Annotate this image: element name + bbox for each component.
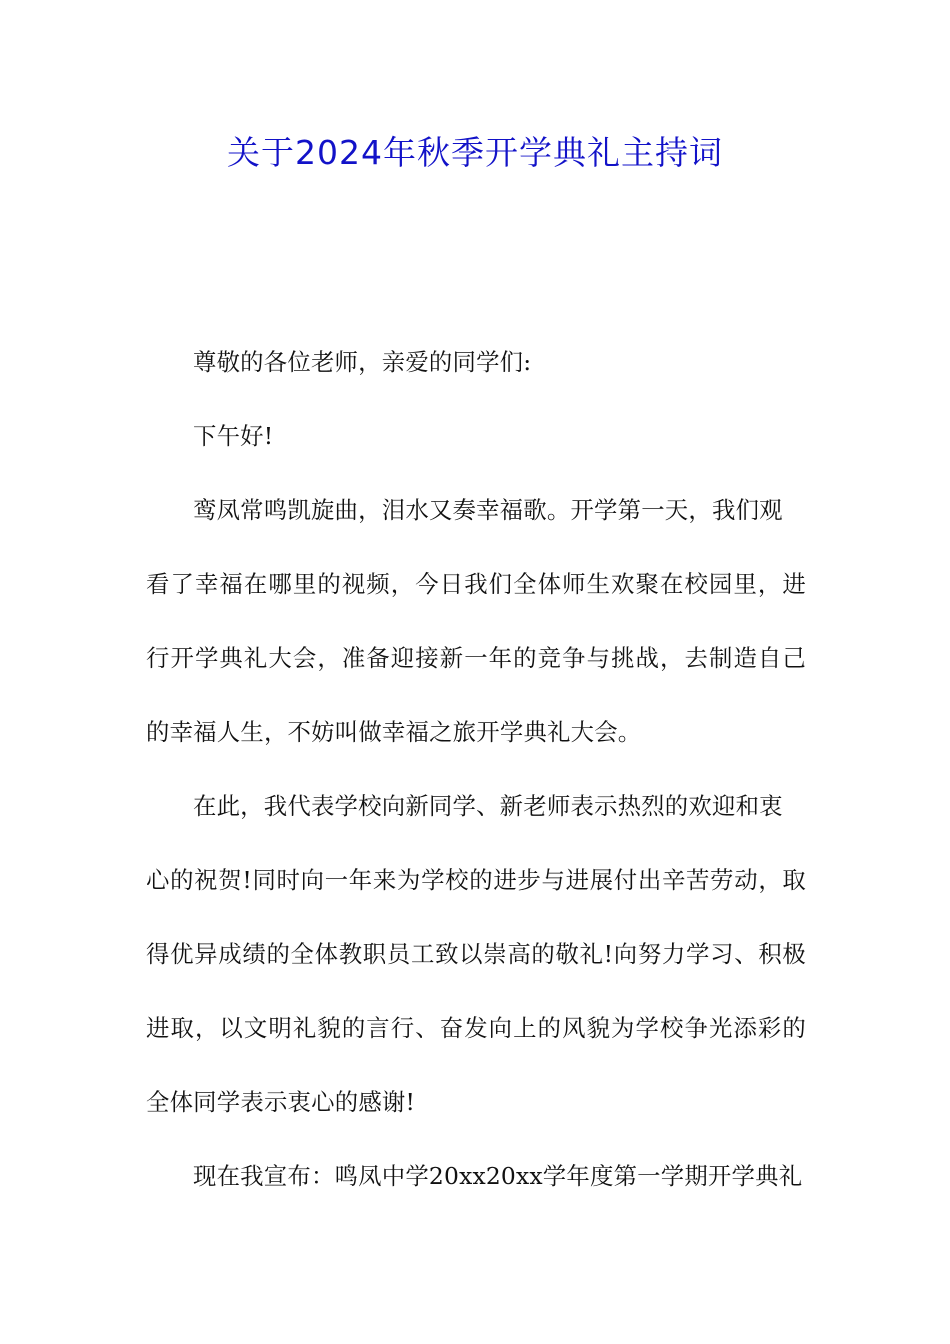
paragraph-2-line-3: 得优异成绩的全体教职员工致以崇高的敬礼!向努力学习、积极 [146,940,806,968]
paragraph-1-line-3: 行开学典礼大会，准备迎接新一年的竞争与挑战，去制造自己 [146,644,806,672]
paragraph-1-line-1: 鸾凤常鸣凯旋曲，泪水又奏幸福歌。开学第一天，我们观 [193,496,783,524]
paragraph-1-line-2: 看了幸福在哪里的视频，今日我们全体师生欢聚在校园里，进 [146,570,806,598]
paragraph-3-line-1: 现在我宣布：鸣凤中学20xx20xx学年度第一学期开学典礼 [193,1162,803,1190]
document-title: 关于2024年秋季开学典礼主持词 [227,133,723,172]
paragraph-2-line-2: 心的祝贺!同时向一年来为学校的进步与进展付出辛苦劳动，取 [146,866,806,894]
greeting-line: 下午好! [193,422,274,450]
paragraph-2-line-1: 在此，我代表学校向新同学、新老师表示热烈的欢迎和衷 [193,792,783,820]
paragraph-1-line-4: 的幸福人生，不妨叫做幸福之旅开学典礼大会。 [146,718,642,746]
paragraph-2-line-4: 进取，以文明礼貌的言行、奋发向上的风貌为学校争光添彩的 [146,1014,806,1042]
salutation-line: 尊敬的各位老师，亲爱的同学们: [193,348,532,376]
paragraph-2-line-5: 全体同学表示衷心的感谢! [146,1088,416,1116]
